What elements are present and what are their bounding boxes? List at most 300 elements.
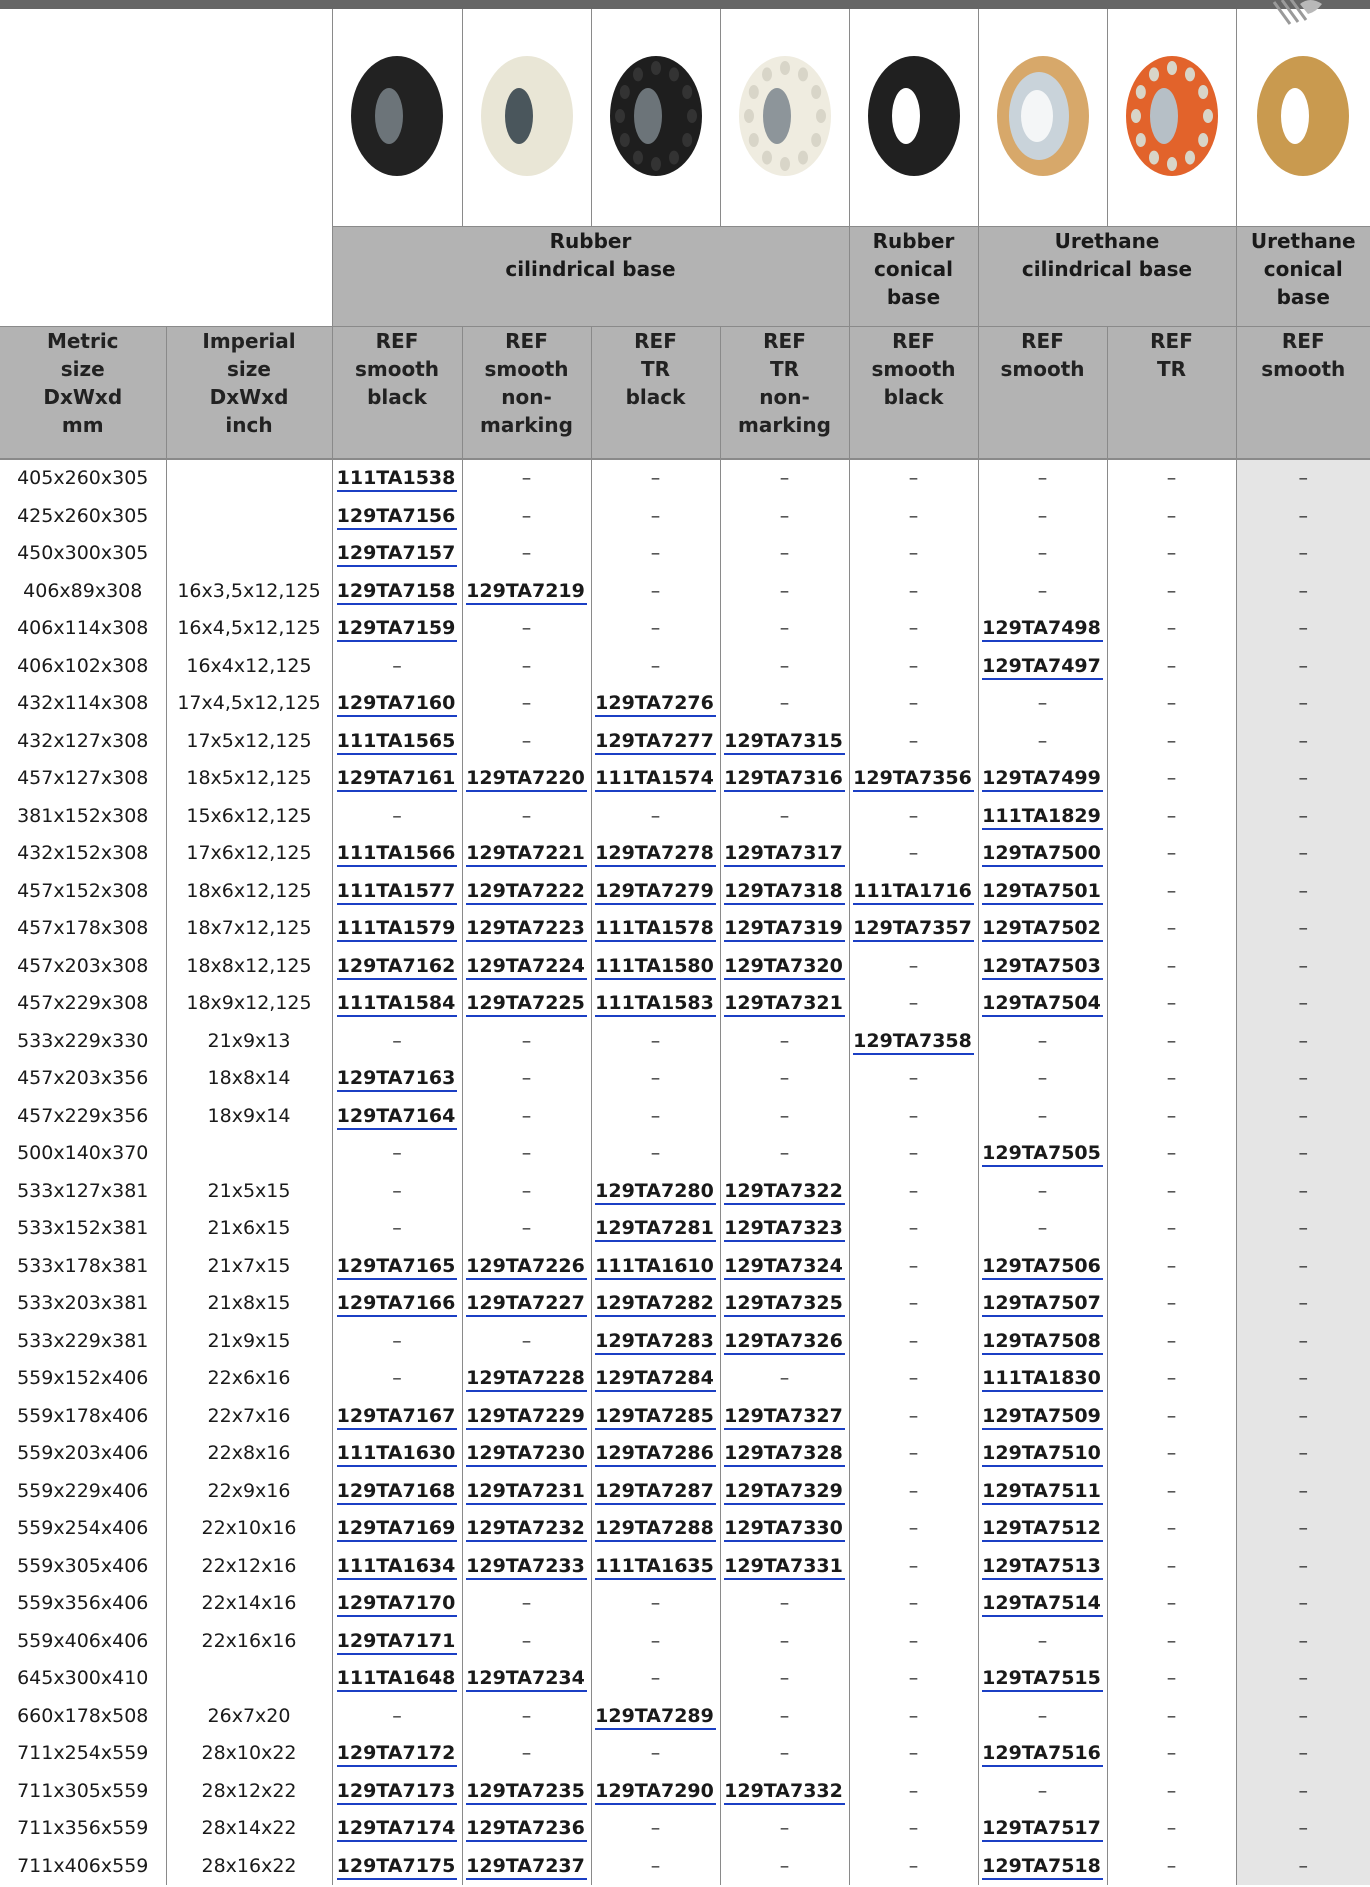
ref-link[interactable]: 129TA7319	[724, 917, 845, 942]
empty-ref-cell	[849, 1097, 978, 1135]
ref-link[interactable]: 129TA7278	[595, 842, 716, 867]
ref-link[interactable]: 129TA7166	[337, 1292, 458, 1317]
ref-link[interactable]: 129TA7224	[466, 955, 587, 980]
ref-link[interactable]: 129TA7328	[724, 1442, 845, 1467]
group-row-blank	[0, 227, 332, 327]
metric-size-cell: 457x203x308	[17, 954, 149, 977]
ref-link[interactable]: 129TA7318	[724, 880, 845, 905]
ref-link[interactable]: 129TA7506	[982, 1255, 1103, 1280]
ref-link[interactable]: 111TA1716	[853, 880, 974, 905]
dash-placeholder: –	[521, 1629, 532, 1652]
dash-placeholder: –	[908, 992, 919, 1015]
empty-ref-cell	[849, 1135, 978, 1173]
empty-ref-cell	[591, 1735, 720, 1773]
dash-placeholder: –	[1298, 1179, 1308, 1202]
ref-cell	[978, 910, 1107, 948]
ref-cell	[978, 797, 1107, 835]
metric-size-cell: 559x406x406	[17, 1629, 149, 1652]
dash-placeholder: –	[1298, 1142, 1308, 1165]
ref-link[interactable]: 129TA7329	[724, 1480, 845, 1505]
table-row	[0, 1660, 1370, 1698]
ref-cell	[720, 835, 849, 873]
ref-cell	[978, 1510, 1107, 1548]
ref-link[interactable]: 129TA7518	[982, 1855, 1103, 1880]
ref-link[interactable]: 129TA7509	[982, 1405, 1103, 1430]
dash-placeholder: –	[779, 1067, 790, 1090]
ref-link[interactable]: 129TA7175	[337, 1855, 458, 1880]
table-row	[0, 835, 1370, 873]
ref-link[interactable]: 129TA7282	[595, 1292, 716, 1317]
dash-placeholder: –	[392, 1029, 402, 1052]
dash-placeholder: –	[1037, 1179, 1048, 1202]
metric-size-cell: 432x152x308	[17, 842, 149, 865]
imperial-size-cell: 22x16x16	[166, 1622, 332, 1660]
ref-link[interactable]: 111TA1574	[595, 767, 716, 792]
ref-link[interactable]: 129TA7158	[337, 580, 458, 605]
dash-placeholder: –	[1166, 1179, 1177, 1202]
ref-link[interactable]: 129TA7320	[724, 955, 845, 980]
empty-ref-cell	[978, 685, 1107, 723]
ref-link[interactable]: 129TA7169	[337, 1517, 458, 1542]
ref-link[interactable]: 129TA7326	[724, 1330, 845, 1355]
ref-cell	[720, 985, 849, 1023]
ref-link[interactable]: 129TA7317	[724, 842, 845, 867]
dash-placeholder: –	[908, 1517, 919, 1540]
dash-placeholder: –	[779, 1854, 790, 1877]
ref-link[interactable]: 129TA7498	[982, 617, 1103, 642]
ref-link[interactable]: 129TA7220	[466, 767, 587, 792]
dash-placeholder: –	[1037, 729, 1048, 752]
dash-placeholder: –	[1298, 542, 1308, 565]
empty-ref-cell	[1236, 1135, 1370, 1173]
ref-link[interactable]: 129TA7172	[337, 1742, 458, 1767]
dash-placeholder: –	[521, 1592, 532, 1615]
empty-ref-cell	[849, 1735, 978, 1773]
empty-ref-cell	[1236, 722, 1370, 760]
dash-placeholder: –	[779, 1592, 790, 1615]
empty-ref-cell	[1107, 1472, 1236, 1510]
dash-placeholder: –	[1166, 729, 1177, 752]
ref-link[interactable]: 129TA7512	[982, 1517, 1103, 1542]
empty-ref-cell	[1236, 910, 1370, 948]
ref-cell	[332, 1097, 462, 1135]
dash-placeholder: –	[908, 579, 919, 602]
empty-ref-cell	[849, 459, 978, 498]
ref-link[interactable]: 129TA7164	[337, 1105, 458, 1130]
table-row	[0, 1547, 1370, 1585]
ref-link[interactable]: 129TA7507	[982, 1292, 1103, 1317]
ref-link[interactable]: 129TA7497	[982, 655, 1103, 680]
ref-link[interactable]: 111TA1577	[337, 880, 458, 905]
empty-ref-cell	[1236, 1397, 1370, 1435]
ref-link[interactable]: 129TA7283	[595, 1330, 716, 1355]
empty-ref-cell	[978, 1772, 1107, 1810]
ref-cell	[332, 760, 462, 798]
metric-size-cell: 457x229x356	[17, 1104, 149, 1127]
empty-ref-cell	[332, 1210, 462, 1248]
ref-link[interactable]: 129TA7332	[724, 1780, 845, 1805]
ref-link[interactable]: 129TA7230	[466, 1442, 587, 1467]
ref-link[interactable]: 129TA7156	[337, 505, 458, 530]
table-row	[0, 1135, 1370, 1173]
ref-link[interactable]: 129TA7163	[337, 1067, 458, 1092]
imperial-size-cell: 21x6x15	[166, 1210, 332, 1248]
dash-placeholder: –	[1166, 1554, 1177, 1577]
empty-ref-cell	[978, 459, 1107, 498]
imperial-size-cell: 22x12x16	[166, 1547, 332, 1585]
ref-link[interactable]: 129TA7168	[337, 1480, 458, 1505]
ref-link[interactable]: 129TA7505	[982, 1142, 1103, 1167]
urethane-smooth-tyre-icon	[995, 52, 1091, 180]
ref-link[interactable]: 129TA7286	[595, 1442, 716, 1467]
ref-link[interactable]: 129TA7225	[466, 992, 587, 1017]
ref-link[interactable]: 129TA7281	[595, 1217, 716, 1242]
empty-ref-cell	[1236, 1060, 1370, 1098]
ref-link[interactable]: 129TA7358	[853, 1030, 974, 1055]
dash-placeholder: –	[908, 504, 919, 527]
empty-ref-cell	[849, 572, 978, 610]
empty-ref-cell	[462, 497, 591, 535]
empty-ref-cell	[849, 1547, 978, 1585]
ref-cell	[591, 1360, 720, 1398]
empty-ref-cell	[849, 1622, 978, 1660]
ref-link[interactable]: 129TA7325	[724, 1292, 845, 1317]
dash-placeholder: –	[908, 842, 919, 865]
ref-link[interactable]: 111TA1565	[337, 730, 458, 755]
ref-link[interactable]: 129TA7165	[337, 1255, 458, 1280]
ref-link[interactable]: 129TA7504	[982, 992, 1103, 1017]
ref-link[interactable]: 129TA7327	[724, 1405, 845, 1430]
empty-ref-cell	[1107, 1322, 1236, 1360]
ref-link[interactable]: 129TA7517	[982, 1817, 1103, 1842]
dash-placeholder: –	[1298, 1254, 1308, 1277]
column-header: REF TR black	[591, 327, 720, 459]
ref-link[interactable]: 129TA7500	[982, 842, 1103, 867]
ref-link[interactable]: 129TA7503	[982, 955, 1103, 980]
ref-cell	[332, 1735, 462, 1773]
imperial-size-cell: 15x6x12,125	[166, 797, 332, 835]
empty-ref-cell	[1236, 1622, 1370, 1660]
empty-ref-cell	[849, 1285, 978, 1323]
empty-ref-cell	[849, 947, 978, 985]
metric-size-cell: 711x406x559	[17, 1854, 149, 1877]
ref-cell	[720, 947, 849, 985]
ref-link[interactable]: 129TA7288	[595, 1517, 716, 1542]
ref-link[interactable]: 129TA7161	[337, 767, 458, 792]
dash-placeholder: –	[779, 1104, 790, 1127]
ref-cell	[591, 985, 720, 1023]
ref-link[interactable]: 129TA7356	[853, 767, 974, 792]
dash-placeholder: –	[908, 954, 919, 977]
dash-placeholder: –	[650, 617, 661, 640]
empty-ref-cell	[720, 1022, 849, 1060]
metric-size-cell: 660x178x508	[17, 1704, 149, 1727]
dash-placeholder: –	[1037, 579, 1048, 602]
ref-link[interactable]: 129TA7236	[466, 1817, 587, 1842]
dash-placeholder: –	[779, 1704, 790, 1727]
empty-ref-cell	[1236, 760, 1370, 798]
ref-link[interactable]: 129TA7276	[595, 692, 716, 717]
ref-link[interactable]: 129TA7229	[466, 1405, 587, 1430]
dash-placeholder: –	[1166, 842, 1177, 865]
empty-ref-cell	[1236, 1735, 1370, 1773]
ref-link[interactable]: 129TA7323	[724, 1217, 845, 1242]
imperial-size-cell: 21x8x15	[166, 1285, 332, 1323]
ref-link[interactable]: 129TA7514	[982, 1592, 1103, 1617]
empty-ref-cell	[332, 1697, 462, 1735]
empty-ref-cell	[462, 610, 591, 648]
ref-link[interactable]: 111TA1635	[595, 1555, 716, 1580]
ref-link[interactable]: 129TA7171	[337, 1630, 458, 1655]
ref-link[interactable]: 111TA1538	[337, 467, 458, 492]
ref-cell	[332, 1585, 462, 1623]
ref-link[interactable]: 111TA1830	[982, 1367, 1103, 1392]
column-header: REF TR	[1107, 327, 1236, 459]
metric-size-cell: 457x203x356	[17, 1067, 149, 1090]
ref-link[interactable]: 111TA1583	[595, 992, 716, 1017]
ref-cell	[332, 1247, 462, 1285]
ref-link[interactable]: 129TA7280	[595, 1180, 716, 1205]
ref-link[interactable]: 129TA7316	[724, 767, 845, 792]
dash-placeholder: –	[1166, 1592, 1177, 1615]
empty-ref-cell	[720, 610, 849, 648]
dash-placeholder: –	[1166, 917, 1177, 940]
dash-placeholder: –	[1166, 1404, 1177, 1427]
ref-link[interactable]: 129TA7321	[724, 992, 845, 1017]
ref-link[interactable]: 129TA7331	[724, 1555, 845, 1580]
ref-link[interactable]: 129TA7226	[466, 1255, 587, 1280]
ref-link[interactable]: 111TA1829	[982, 805, 1103, 830]
empty-ref-cell	[1107, 497, 1236, 535]
empty-ref-cell	[332, 1022, 462, 1060]
ref-link[interactable]: 111TA1630	[337, 1442, 458, 1467]
ref-cell	[332, 685, 462, 723]
dash-placeholder: –	[779, 542, 790, 565]
dash-placeholder: –	[1037, 1067, 1048, 1090]
dash-placeholder: –	[650, 1667, 661, 1690]
dash-placeholder: –	[650, 579, 661, 602]
empty-ref-cell	[1236, 1547, 1370, 1585]
ref-cell	[591, 1772, 720, 1810]
empty-ref-cell	[849, 1847, 978, 1885]
dash-placeholder: –	[779, 1742, 790, 1765]
ref-link[interactable]: 129TA7285	[595, 1405, 716, 1430]
empty-ref-cell	[591, 1660, 720, 1698]
ref-link[interactable]: 129TA7167	[337, 1405, 458, 1430]
empty-ref-cell	[462, 1622, 591, 1660]
ref-link[interactable]: 129TA7287	[595, 1480, 716, 1505]
ref-link[interactable]: 129TA7322	[724, 1180, 845, 1205]
dash-placeholder: –	[1298, 1442, 1308, 1465]
ref-cell	[332, 1547, 462, 1585]
ref-link[interactable]: 111TA1579	[337, 917, 458, 942]
ref-link[interactable]: 129TA7515	[982, 1667, 1103, 1692]
ref-link[interactable]: 129TA7279	[595, 880, 716, 905]
ref-link[interactable]: 129TA7173	[337, 1780, 458, 1805]
ref-link[interactable]: 129TA7501	[982, 880, 1103, 905]
ref-link[interactable]: 129TA7233	[466, 1555, 587, 1580]
ref-link[interactable]: 129TA7159	[337, 617, 458, 642]
ref-link[interactable]: 111TA1584	[337, 992, 458, 1017]
imperial-size-cell: 21x5x15	[166, 1172, 332, 1210]
ref-link[interactable]: 129TA7277	[595, 730, 716, 755]
top-bar	[0, 0, 1370, 9]
empty-ref-cell	[720, 1060, 849, 1098]
empty-ref-cell	[849, 835, 978, 873]
ref-link[interactable]: 129TA7160	[337, 692, 458, 717]
imperial-size-cell: 21x9x13	[166, 1022, 332, 1060]
ref-link[interactable]: 129TA7330	[724, 1517, 845, 1542]
dash-placeholder: –	[908, 467, 919, 490]
ref-link[interactable]: 129TA7219	[466, 580, 587, 605]
empty-ref-cell	[1107, 910, 1236, 948]
ref-link[interactable]: 129TA7170	[337, 1592, 458, 1617]
ref-link[interactable]: 129TA7221	[466, 842, 587, 867]
empty-ref-cell	[1107, 797, 1236, 835]
ref-link[interactable]: 129TA7237	[466, 1855, 587, 1880]
ref-cell	[591, 1510, 720, 1548]
ref-link[interactable]: 129TA7290	[595, 1780, 716, 1805]
dash-placeholder: –	[521, 467, 532, 490]
metric-size-cell: 711x356x559	[17, 1817, 149, 1840]
ref-link[interactable]: 129TA7223	[466, 917, 587, 942]
ref-link[interactable]: 129TA7289	[595, 1705, 716, 1730]
ref-cell	[462, 1247, 591, 1285]
ref-cell	[978, 647, 1107, 685]
empty-ref-cell	[1107, 459, 1236, 498]
empty-ref-cell	[849, 647, 978, 685]
dash-placeholder: –	[1298, 579, 1308, 602]
ref-link[interactable]: 129TA7157	[337, 542, 458, 567]
empty-ref-cell	[462, 535, 591, 573]
empty-ref-cell	[1107, 1510, 1236, 1548]
ref-cell	[462, 1472, 591, 1510]
dash-placeholder: –	[650, 654, 661, 677]
metric-size-cell: 533x229x381	[17, 1329, 149, 1352]
dash-placeholder: –	[1166, 1367, 1177, 1390]
ref-link[interactable]: 129TA7234	[466, 1667, 587, 1692]
dash-placeholder: –	[1166, 692, 1177, 715]
ref-link[interactable]: 129TA7222	[466, 880, 587, 905]
empty-ref-cell	[1236, 835, 1370, 873]
empty-ref-cell	[1236, 1285, 1370, 1323]
ref-link[interactable]: 129TA7499	[982, 767, 1103, 792]
ref-link[interactable]: 129TA7510	[982, 1442, 1103, 1467]
dash-placeholder: –	[1298, 1404, 1308, 1427]
ref-link[interactable]: 129TA7357	[853, 917, 974, 942]
ref-link[interactable]: 129TA7174	[337, 1817, 458, 1842]
dash-placeholder: –	[908, 1629, 919, 1652]
ref-cell	[720, 872, 849, 910]
empty-ref-cell	[849, 535, 978, 573]
ref-link[interactable]: 129TA7235	[466, 1780, 587, 1805]
ref-link[interactable]: 129TA7284	[595, 1367, 716, 1392]
empty-ref-cell	[720, 647, 849, 685]
empty-ref-cell	[978, 1097, 1107, 1135]
ref-link[interactable]: 129TA7162	[337, 955, 458, 980]
dash-placeholder: –	[521, 617, 532, 640]
empty-ref-cell	[1236, 610, 1370, 648]
empty-ref-cell	[720, 535, 849, 573]
table-row	[0, 1772, 1370, 1810]
ref-link[interactable]: 129TA7508	[982, 1330, 1103, 1355]
ref-link[interactable]: 111TA1610	[595, 1255, 716, 1280]
ref-cell	[332, 1810, 462, 1848]
dash-placeholder: –	[1037, 1704, 1048, 1727]
ref-link[interactable]: 129TA7513	[982, 1555, 1103, 1580]
ref-link[interactable]: 129TA7502	[982, 917, 1103, 942]
empty-ref-cell	[591, 1810, 720, 1848]
empty-ref-cell	[1107, 1097, 1236, 1135]
ref-link[interactable]: 111TA1566	[337, 842, 458, 867]
empty-ref-cell	[591, 1060, 720, 1098]
empty-ref-cell	[1236, 797, 1370, 835]
metric-size-cell: 533x229x330	[17, 1029, 149, 1052]
empty-ref-cell	[1107, 1285, 1236, 1323]
empty-ref-cell	[1236, 1210, 1370, 1248]
table-row	[0, 985, 1370, 1023]
ref-cell	[332, 1435, 462, 1473]
imperial-size-cell: 17x5x12,125	[166, 722, 332, 760]
ref-link[interactable]: 129TA7232	[466, 1517, 587, 1542]
ref-cell	[462, 1547, 591, 1585]
dash-placeholder: –	[650, 1142, 661, 1165]
dash-placeholder: –	[1298, 1067, 1308, 1090]
table-row	[0, 535, 1370, 573]
ref-cell	[591, 1472, 720, 1510]
empty-ref-cell	[591, 610, 720, 648]
empty-ref-cell	[1236, 1172, 1370, 1210]
metric-size-cell: 450x300x305	[17, 542, 149, 565]
ref-cell	[332, 497, 462, 535]
dash-placeholder: –	[1166, 467, 1177, 490]
empty-ref-cell	[462, 1210, 591, 1248]
ref-link[interactable]: 111TA1580	[595, 955, 716, 980]
empty-ref-cell	[849, 1360, 978, 1398]
ref-link[interactable]: 111TA1648	[337, 1667, 458, 1692]
ref-link[interactable]: 129TA7324	[724, 1255, 845, 1280]
ref-link[interactable]: 129TA7516	[982, 1742, 1103, 1767]
ref-link[interactable]: 111TA1578	[595, 917, 716, 942]
table-row	[0, 947, 1370, 985]
dash-placeholder: –	[392, 1367, 402, 1390]
ref-link[interactable]: 129TA7511	[982, 1480, 1103, 1505]
ref-link[interactable]: 129TA7228	[466, 1367, 587, 1392]
ref-link[interactable]: 111TA1634	[337, 1555, 458, 1580]
empty-ref-cell	[1236, 1697, 1370, 1735]
ref-link[interactable]: 129TA7227	[466, 1292, 587, 1317]
empty-ref-cell	[1236, 1510, 1370, 1548]
ref-cell	[720, 1172, 849, 1210]
dash-placeholder: –	[779, 579, 790, 602]
empty-ref-cell	[1236, 497, 1370, 535]
metric-size-cell: 533x203x381	[17, 1292, 149, 1315]
empty-ref-cell	[462, 722, 591, 760]
ref-cell	[978, 872, 1107, 910]
empty-ref-cell	[849, 1172, 978, 1210]
empty-ref-cell	[978, 572, 1107, 610]
table-row	[0, 1322, 1370, 1360]
ref-link[interactable]: 129TA7315	[724, 730, 845, 755]
dash-placeholder: –	[650, 1067, 661, 1090]
dash-placeholder: –	[521, 654, 532, 677]
table-row	[0, 1510, 1370, 1548]
ref-link[interactable]: 129TA7231	[466, 1480, 587, 1505]
ref-cell	[332, 947, 462, 985]
dash-placeholder: –	[1298, 1479, 1308, 1502]
dash-placeholder: –	[1166, 1517, 1177, 1540]
empty-ref-cell	[1107, 1172, 1236, 1210]
